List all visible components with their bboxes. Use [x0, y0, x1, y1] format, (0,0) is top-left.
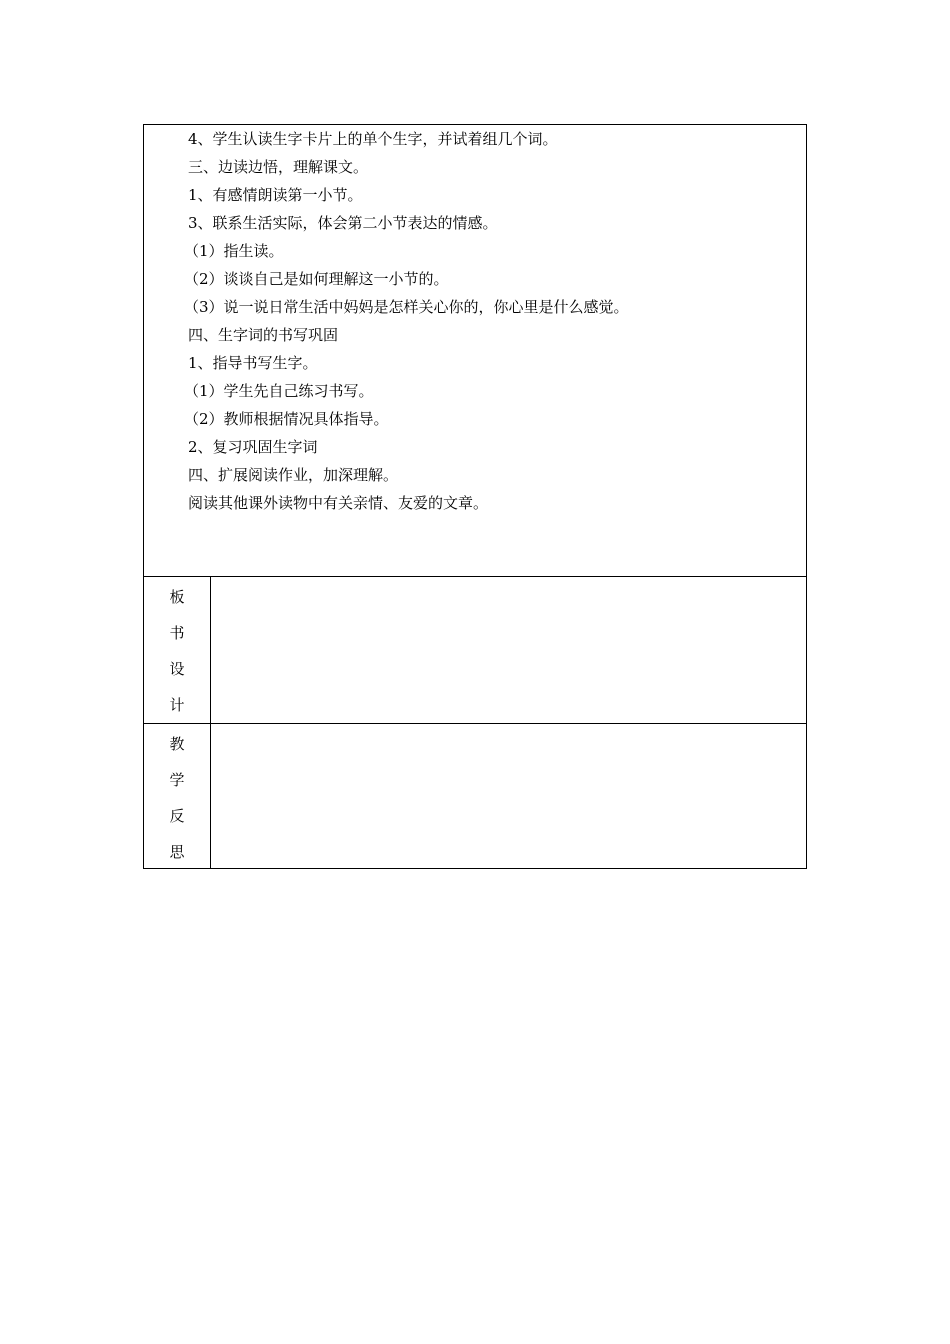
section-heading: 三、边读边悟，理解课文。 [188, 158, 369, 176]
lesson-plan-table [143, 124, 807, 869]
label-char: 板 [169, 588, 185, 606]
sub-step-line: （3）说一说日常生活中妈妈是怎样关心你的，你心里是什么感觉。 [184, 298, 629, 316]
step-line: 阅读其他课外读物中有关亲情、友爱的文章。 [188, 494, 489, 512]
teaching-reflection-row [144, 723, 806, 868]
sub-step-line: （1）指生读。 [184, 242, 284, 260]
sub-step-line: （2）教师根据情况具体指导。 [184, 410, 389, 428]
label-char: 教 [169, 735, 185, 753]
step-line: 1、指导书写生字。 [188, 354, 318, 372]
label-char: 学 [169, 771, 185, 789]
sub-step-line: （1）学生先自己练习书写。 [184, 382, 374, 400]
label-char: 设 [169, 660, 185, 678]
label-char: 书 [169, 624, 185, 642]
step-line: 3、联系生活实际，体会第二小节表达的情感。 [188, 214, 498, 232]
sub-step-line: （2）谈谈自己是如何理解这一小节的。 [184, 270, 449, 288]
board-design-label [144, 577, 211, 723]
label-char: 反 [169, 807, 185, 825]
label-char: 计 [169, 696, 185, 714]
section-heading: 四、扩展阅读作业，加深理解。 [188, 466, 399, 484]
step-line: 1、有感情朗读第一小节。 [188, 186, 363, 204]
label-char: 思 [169, 843, 185, 861]
board-design-row [144, 577, 806, 723]
step-line: 4、学生认读生字卡片上的单个生字，并试着组几个词。 [188, 130, 558, 148]
step-line: 2、复习巩固生字词 [188, 438, 318, 456]
board-design-content [211, 577, 806, 723]
teaching-reflection-label [144, 724, 211, 868]
teaching-reflection-content [211, 724, 806, 868]
section-heading: 四、生字词的书写巩固 [188, 326, 339, 344]
teaching-process-cell [144, 125, 806, 577]
